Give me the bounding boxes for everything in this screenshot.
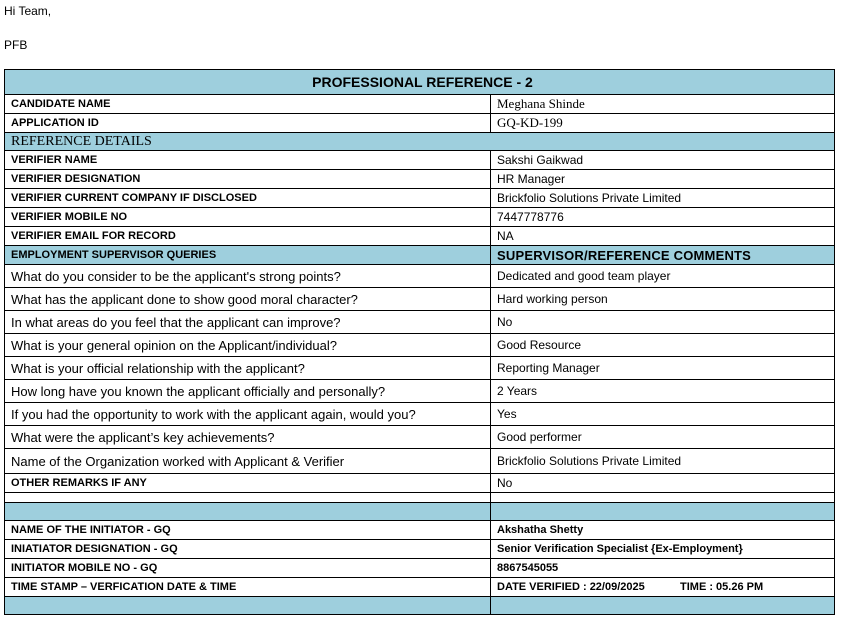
- footer-cell: [491, 597, 835, 615]
- initiator-name-value: Akshatha Shetty: [491, 521, 835, 540]
- verifier-designation-value: HR Manager: [491, 170, 835, 189]
- query-row: [5, 449, 835, 474]
- query-row: [5, 311, 835, 334]
- query-row: [5, 265, 835, 288]
- query-answer: Yes: [491, 403, 835, 426]
- reference-details-heading: REFERENCE DETAILS: [5, 133, 835, 151]
- verified-date: DATE VERIFIED : 22/09/2025: [497, 581, 645, 593]
- greeting-text: Hi Team,: [4, 4, 52, 18]
- initiator-name-label: NAME OF THE INITIATOR - GQ: [5, 521, 491, 540]
- query-answer: Hard working person: [491, 288, 835, 311]
- other-remarks-value: No: [491, 474, 835, 493]
- verifier-designation-row: [5, 170, 835, 189]
- application-id-label: APPLICATION ID: [5, 114, 491, 133]
- initiator-name-row: [5, 521, 835, 540]
- query-answer: 2 Years: [491, 380, 835, 403]
- table-title: PROFESSIONAL REFERENCE - 2: [5, 70, 835, 95]
- verifier-mobile-label: VERIFIER MOBILE NO: [5, 208, 491, 227]
- verifier-name-row: [5, 151, 835, 170]
- divider-cell: [5, 503, 491, 521]
- initiator-mobile-label: INITIATOR MOBILE NO - GQ: [5, 559, 491, 578]
- initiator-mobile-row: [5, 559, 835, 578]
- verifier-mobile-row: [5, 208, 835, 227]
- pfb-text: PFB: [4, 38, 28, 52]
- title-row: [5, 70, 835, 95]
- verifier-company-label: VERIFIER CURRENT COMPANY IF DISCLOSED: [5, 189, 491, 208]
- initiator-designation-row: [5, 540, 835, 559]
- query-question: What do you consider to be the applicant's strong points?: [5, 265, 491, 288]
- query-answer: Good performer: [491, 426, 835, 449]
- timestamp-label: TIME STAMP – VERFICATION DATE & TIME: [5, 578, 491, 597]
- spacer-row: [5, 493, 835, 503]
- queries-header-row: [5, 246, 835, 265]
- verifier-name-label: VERIFIER NAME: [5, 151, 491, 170]
- queries-header-right: SUPERVISOR/REFERENCE COMMENTS: [491, 246, 835, 265]
- query-row: [5, 426, 835, 449]
- query-question: What is your general opinion on the Applicant/individual?: [5, 334, 491, 357]
- query-question: What is your official relationship with the applicant?: [5, 357, 491, 380]
- initiator-mobile-value: 8867545055: [491, 559, 835, 578]
- query-answer: Brickfolio Solutions Private Limited: [491, 449, 835, 474]
- query-question: If you had the opportunity to work with the applicant again, would you?: [5, 403, 491, 426]
- candidate-name-label: CANDIDATE NAME: [5, 95, 491, 114]
- query-answer: No: [491, 311, 835, 334]
- initiator-designation-value: Senior Verification Specialist {Ex-Employment}: [491, 540, 835, 559]
- reference-details-row: [5, 133, 835, 151]
- verifier-mobile-value: 7447778776: [491, 208, 835, 227]
- query-question: What were the applicant’s key achievements?: [5, 426, 491, 449]
- query-row: [5, 288, 835, 311]
- query-answer: Good Resource: [491, 334, 835, 357]
- query-row: [5, 380, 835, 403]
- query-row: [5, 403, 835, 426]
- query-question: How long have you known the applicant officially and personally?: [5, 380, 491, 403]
- timestamp-row: [5, 578, 835, 597]
- query-question: In what areas do you feel that the applicant can improve?: [5, 311, 491, 334]
- other-remarks-label: OTHER REMARKS IF ANY: [5, 474, 491, 493]
- verifier-company-row: [5, 189, 835, 208]
- application-id-row: [5, 114, 835, 133]
- query-answer: Reporting Manager: [491, 357, 835, 380]
- verifier-name-value: Sakshi Gaikwad: [491, 151, 835, 170]
- verifier-email-row: [5, 227, 835, 246]
- verifier-email-label: VERIFIER EMAIL FOR RECORD: [5, 227, 491, 246]
- blue-footer-row: [5, 597, 835, 615]
- professional-reference-table: [4, 69, 835, 615]
- candidate-name-row: [5, 95, 835, 114]
- verifier-company-value: Brickfolio Solutions Private Limited: [491, 189, 835, 208]
- initiator-designation-label: INIATIATOR DESIGNATION - GQ: [5, 540, 491, 559]
- query-answer: Dedicated and good team player: [491, 265, 835, 288]
- application-id-value: GQ-KD-199: [491, 114, 835, 133]
- verifier-designation-label: VERIFIER DESIGNATION: [5, 170, 491, 189]
- divider-cell: [491, 503, 835, 521]
- other-remarks-row: [5, 474, 835, 493]
- query-question: What has the applicant done to show good moral character?: [5, 288, 491, 311]
- blue-divider-row: [5, 503, 835, 521]
- verified-time: TIME : 05.26 PM: [680, 581, 764, 593]
- candidate-name-value: Meghana Shinde: [491, 95, 835, 114]
- spacer-cell: [491, 493, 835, 503]
- spacer-cell: [5, 493, 491, 503]
- query-question: Name of the Organization worked with Applicant & Verifier: [5, 449, 491, 474]
- query-row: [5, 334, 835, 357]
- queries-header-left: EMPLOYMENT SUPERVISOR QUERIES: [5, 246, 491, 265]
- query-row: [5, 357, 835, 380]
- timestamp-value: [491, 578, 835, 597]
- footer-cell: [5, 597, 491, 615]
- verifier-email-value: NA: [491, 227, 835, 246]
